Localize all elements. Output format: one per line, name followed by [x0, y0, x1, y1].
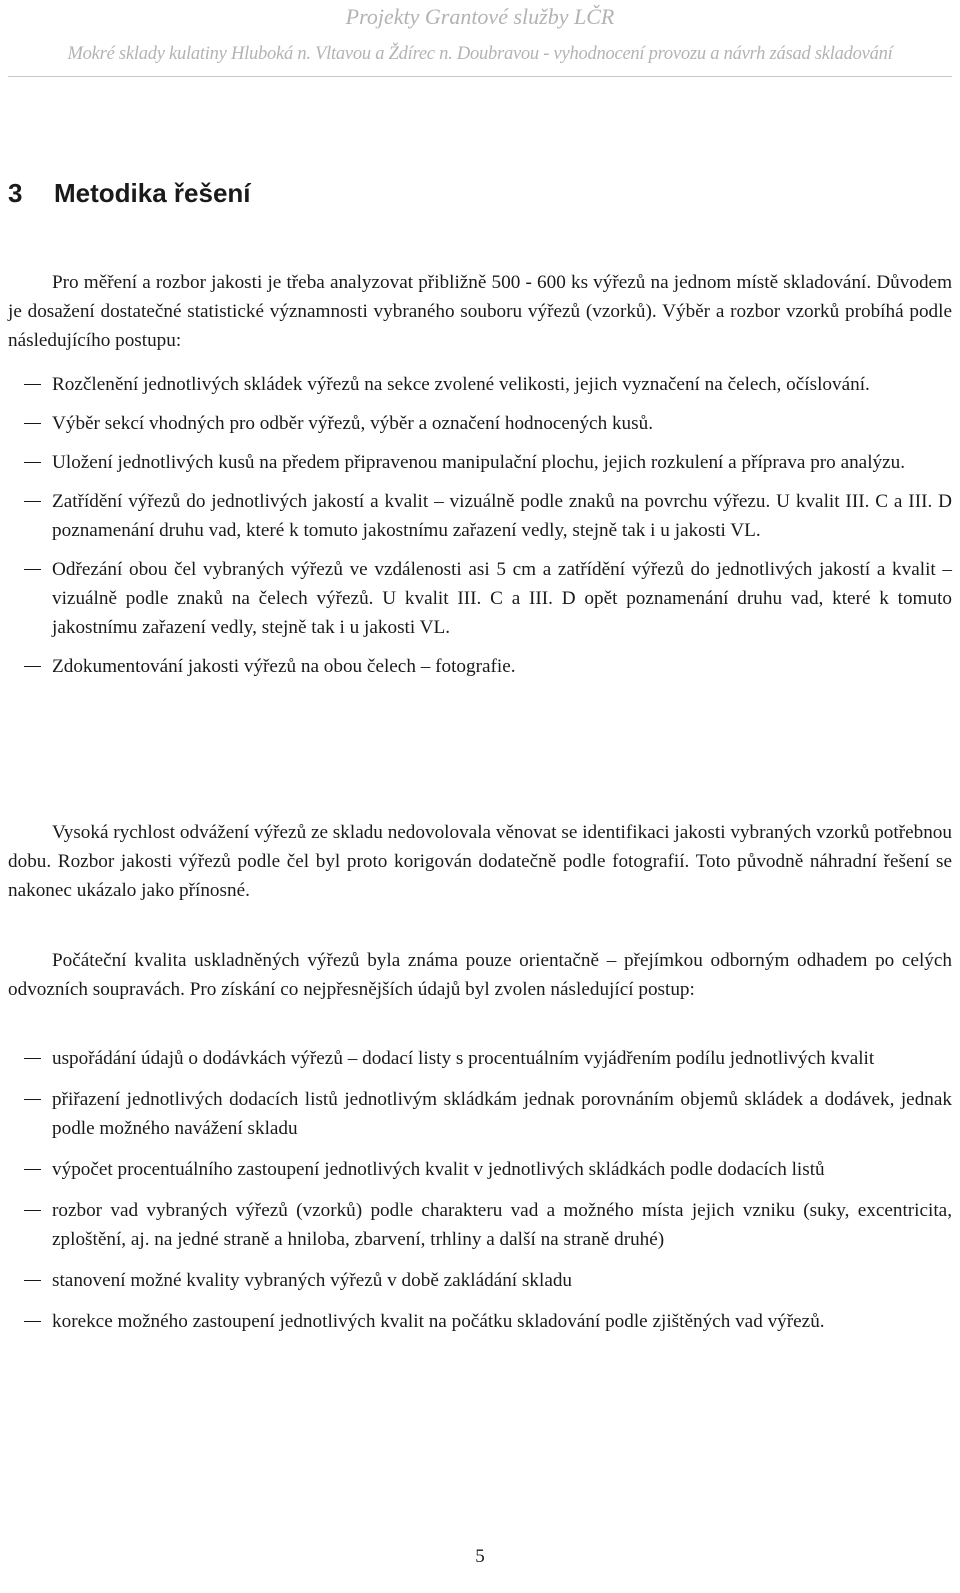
dash-bullet-icon: [24, 1321, 41, 1322]
dash-bullet-icon: [24, 1210, 41, 1211]
page-number: 5: [475, 1546, 485, 1567]
dash-bullet-icon: [24, 1058, 41, 1059]
list-item: [8, 448, 952, 477]
list-item-text: výpočet procentuálního zastoupení jednotlivých kvalit v jednotlivých skládkách podle dodacích listů: [52, 1159, 825, 1180]
dash-bullet-icon: [24, 1280, 41, 1281]
list-item: [8, 1307, 952, 1336]
list-item-text: uspořádání údajů o dodávkách výřezů – dodací listy s procentuálním vyjádřením podílu jednotlivých kvalit: [52, 1048, 875, 1069]
list-item-text: stanovení možné kvality vybraných výřezů v době zakládání skladu: [52, 1270, 573, 1291]
list-item-text: Uložení jednotlivých kusů na předem připravenou manipulační plochu, jejich rozkulení a příprava pro analýzu.: [52, 452, 906, 473]
paragraph-intro: Pro měření a rozbor jakosti je třeba analyzovat přibližně 500 - 600 ks výřezů na jednom místě skladování. Důvodem je dosažení dostatečné statistické významnosti vybraného souboru výřezů (vzorků). Výběr a rozbor vzorků probíhá podle následujícího postupu:: [8, 272, 952, 351]
dash-bullet-icon: [24, 1099, 41, 1100]
list-item-text: korekce možného zastoupení jednotlivých kvalit na počátku skladování podle zjištěných vad výřezů.: [52, 1311, 825, 1332]
list-item-text: rozbor vad vybraných výřezů (vzorků) podle charakteru vad a možného místa jejich vzniku (suky, excentricita, zploštění, aj. na jedné straně a hniloba, zbarvení, trhliny a další na straně druhé): [52, 1200, 952, 1250]
header-subtitle: Mokré sklady kulatiny Hluboká n. Vltavou a Ždírec n. Doubravou - vyhodnocení provozu a návrh zásad skladování: [67, 44, 893, 64]
list-item-text: Zatřídění výřezů do jednotlivých jakostí a kvalit – vizuálně podle znaků na povrchu výřezu. U kvalit III. C a III. D poznamenání druhu vad, které k tomuto jakostnímu zařazení vedly, stejně tak i u jakosti VL.: [52, 491, 952, 541]
list-item: [8, 1155, 952, 1184]
paragraph-initial-quality: Počáteční kvalita uskladněných výřezů byla známa pouze orientačně – přejímkou odborným odhadem po celých odvozních soupravách. Pro získání co nejpřesnějších údajů byl zvolen následující postup:: [8, 950, 952, 1000]
procedure-list: [8, 370, 952, 681]
dash-bullet-icon: [24, 569, 41, 570]
list-item: [8, 1266, 952, 1295]
dash-bullet-icon: [24, 423, 41, 424]
list-item-text: Zdokumentování jakosti výřezů na obou čelech – fotografie.: [52, 656, 516, 677]
section-heading: [8, 178, 251, 209]
list-item-text: Rozčlenění jednotlivých skládek výřezů na sekce zvolené velikosti, jejich vyznačení na čelech, očíslování.: [52, 374, 870, 395]
dash-bullet-icon: [24, 1169, 41, 1170]
section-title: Metodika řešení: [54, 178, 251, 208]
list-item: [8, 652, 952, 681]
list-item: [8, 1196, 952, 1254]
header-divider: [8, 76, 952, 77]
header-title: Projekty Grantové služby LČR: [345, 4, 615, 29]
dash-bullet-icon: [24, 666, 41, 667]
list-item-text: Výběr sekcí vhodných pro odběr výřezů, výběr a označení hodnocených kusů.: [52, 413, 654, 434]
list-item: [8, 555, 952, 642]
section-number: 3: [8, 178, 23, 208]
list-item: [8, 1085, 952, 1143]
dash-bullet-icon: [24, 501, 41, 502]
list-item: [8, 487, 952, 545]
list-item: [8, 370, 952, 399]
list-item-text: přiřazení jednotlivých dodacích listů jednotlivým skládkám jednak porovnáním objemů skládek a dodávek, jednak podle možného navážení skladu: [52, 1089, 952, 1139]
data-procedure-list: [8, 1044, 952, 1336]
list-item-text: Odřezání obou čel vybraných výřezů ve vzdálenosti asi 5 cm a zatřídění výřezů do jednotlivých jakostí a kvalit – vizuálně podle znaků na čelech výřezů. U kvalit III. C a III. D opět poznamenání druhu vad, které k tomuto jakostnímu zařazení vedly, stejně tak i u jakosti VL.: [52, 559, 952, 638]
dash-bullet-icon: [24, 462, 41, 463]
list-item: [8, 1044, 952, 1073]
list-item: [8, 409, 952, 438]
dash-bullet-icon: [24, 384, 41, 385]
paragraph-speed: Vysoká rychlost odvážení výřezů ze skladu nedovolovala věnovat se identifikaci jakosti vybraných vzorků potřebnou dobu. Rozbor jakosti výřezů podle čel byl proto korigován dodatečně podle fotografií. Toto původně náhradní řešení se nakonec ukázalo jako přínosné.: [8, 822, 952, 901]
